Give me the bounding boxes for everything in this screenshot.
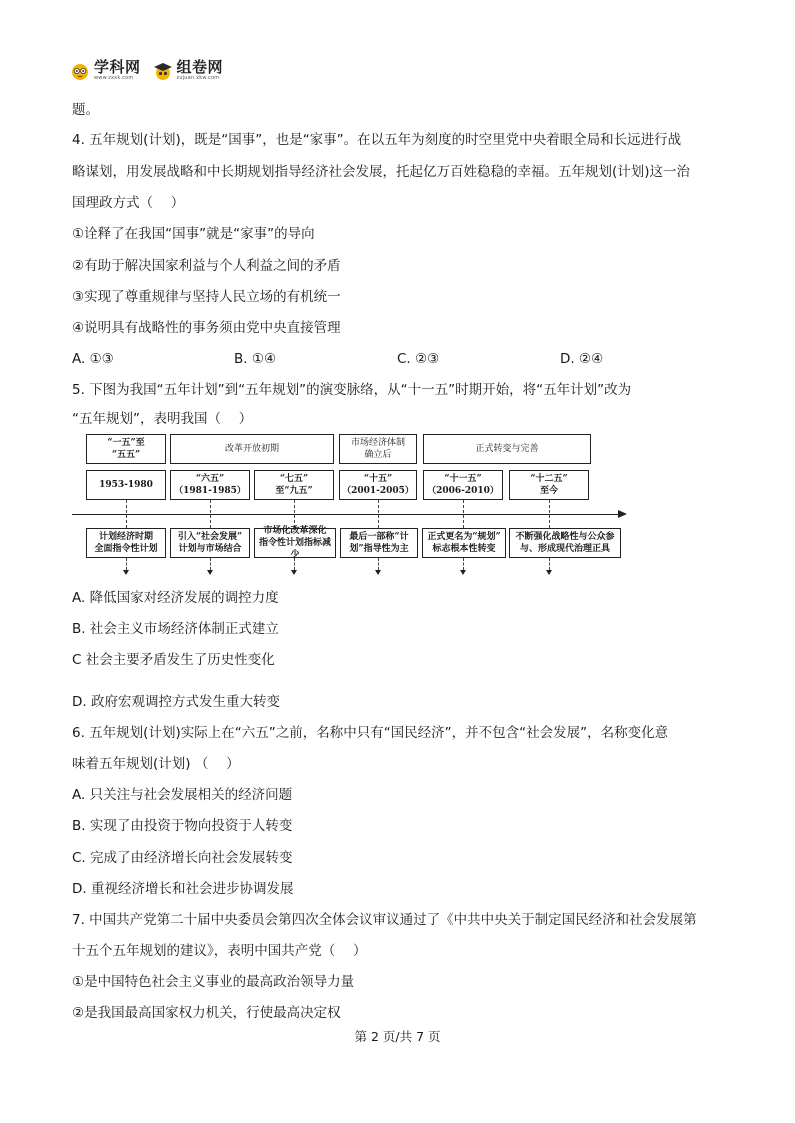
diagram-feature-2-line2: 计划与市场结合	[178, 544, 242, 554]
diagram-period-4-label: 正式转变与完善	[475, 444, 539, 454]
connector	[378, 500, 379, 528]
down-arrow-icon	[291, 570, 297, 575]
diagram-stage-3-line1: “七五”	[279, 474, 309, 484]
q5-option-d[interactable]: D. 政府宏观调控方式发生重大转变	[72, 694, 280, 710]
q7-stem-line2: 十五个五年规划的建议》，表明中国共产党（ ）	[72, 943, 367, 959]
diagram-feature-1-line2: 全面指令性计划	[94, 544, 158, 554]
q5-option-b[interactable]: B. 社会主义市场经济体制正式建立	[72, 621, 279, 637]
diagram-stage-6-line2: 至今	[539, 486, 558, 496]
timeline-axis	[72, 514, 620, 515]
diagram-stage-4-line1: “十五”	[363, 474, 393, 484]
down-arrow-icon	[207, 570, 213, 575]
diagram-period-1	[86, 434, 166, 464]
q6-stem-line2: 味着五年规划(计划) （ ）	[72, 756, 240, 772]
connector	[549, 558, 550, 570]
diagram-feature-1	[86, 528, 166, 558]
diagram-stage-2-line2: （1981-1985）	[174, 486, 246, 496]
diagram-period-4	[423, 434, 591, 464]
q5-option-c[interactable]: C 社会主要矛盾发生了历史性变化	[72, 652, 275, 668]
diagram-stage-4-line2: （2001-2005）	[342, 486, 414, 496]
diagram-stage-5-line2: （2006-2010）	[427, 486, 499, 496]
prev-question-tail: 题。	[72, 102, 99, 118]
connector	[210, 558, 211, 570]
diagram-stage-4	[339, 470, 417, 500]
down-arrow-icon	[460, 570, 466, 575]
diagram-feature-6-line2: 与、形成现代治理正具	[519, 544, 610, 554]
five-year-plan-timeline-diagram	[72, 432, 632, 580]
diagram-stage-5-line1: “十一五”	[444, 474, 482, 484]
q4-statement-1: ①诠释了在我国“国事”就是“家事”的导向	[72, 226, 315, 242]
logo2-name: 组卷网	[176, 58, 224, 76]
q5-option-a[interactable]: A. 降低国家对经济发展的调控力度	[72, 590, 279, 606]
down-arrow-icon	[546, 570, 552, 575]
diagram-feature-5	[422, 528, 506, 558]
diagram-period-3	[339, 434, 417, 464]
q4-statement-3: ③实现了尊重规律与坚持人民立场的有机统一	[72, 289, 341, 305]
diagram-stage-1-label: 1953-1980	[99, 480, 153, 490]
diagram-feature-2	[170, 528, 250, 558]
page-number-footer: 第 2 页/共 7 页	[354, 1029, 441, 1044]
diagram-stage-2-line1: “六五”	[195, 474, 225, 484]
timeline-arrow-icon	[618, 510, 627, 518]
logo1-name: 学科网	[94, 58, 141, 76]
diagram-period-2-label: 改革开放初期	[224, 444, 279, 454]
diagram-stage-6	[509, 470, 589, 500]
q4-option-c[interactable]: C. ②③	[397, 351, 440, 367]
q4-options	[72, 350, 732, 368]
diagram-stage-6-line1: “十二五”	[530, 474, 568, 484]
diagram-feature-3	[254, 528, 336, 558]
q6-option-b[interactable]: B. 实现了由投资于物向投资于人转变	[72, 818, 293, 834]
diagram-period-1-line1: “一五”至	[107, 438, 145, 448]
diagram-feature-5-line1: 正式更名为“规划”	[427, 532, 501, 542]
q6-option-d[interactable]: D. 重视经济增长和社会进步协调发展	[72, 881, 294, 897]
q7-stem-line1: 7. 中国共产党第二十届中央委员会第四次全体会议审议通过了《中共中央关于制定国民经济和社会发展第	[72, 912, 697, 928]
down-arrow-icon	[375, 570, 381, 575]
diagram-stage-2	[170, 470, 250, 500]
diagram-feature-4-line2: 划”指导性为主	[349, 544, 409, 554]
owl-logo-icon	[70, 61, 90, 81]
down-arrow-icon	[123, 570, 129, 575]
diagram-feature-2-line1: 引入“社会发展”	[177, 532, 243, 542]
q4-option-d[interactable]: D. ②④	[560, 351, 604, 367]
logo1-url: www.zxxk.com	[94, 75, 134, 81]
connector	[549, 500, 550, 528]
q4-stem-line1: 4. 五年规划(计划)，既是“国事”，也是“家事”。在以五年为刻度的时空里党中央着眼全局和长远进行战	[72, 132, 682, 148]
q4-stem-line3: 国理政方式（ ）	[72, 195, 185, 211]
diagram-stage-3-line2: 至“九五”	[275, 486, 313, 496]
connector	[463, 500, 464, 528]
q7-statement-2: ②是我国最高国家权力机关，行使最高决定权	[72, 1005, 341, 1021]
diagram-feature-1-line1: 计划经济时期	[98, 532, 153, 542]
q4-stem-line2: 略谋划，用发展战略和中长期规划指导经济社会发展，托起亿万百姓稳稳的幸福。五年规划(计划)这一治	[72, 164, 691, 180]
q6-option-a[interactable]: A. 只关注与社会发展相关的经济问题	[72, 787, 293, 803]
diagram-feature-6-line1: 不断强化战略性与公众参	[515, 532, 615, 542]
xuekewang-logo	[70, 60, 141, 81]
q4-statement-2: ②有助于解决国家利益与个人利益之间的矛盾	[72, 258, 341, 274]
connector	[378, 558, 379, 570]
diagram-period-2	[170, 434, 334, 464]
diagram-stage-1	[86, 470, 166, 500]
diagram-feature-4-line1: 最后一部称“计	[349, 532, 409, 542]
diagram-feature-3-line2: 指令性计划指标减少	[258, 538, 331, 560]
connector	[210, 500, 211, 528]
q4-statement-4: ④说明具有战略性的事务须由党中央直接管理	[72, 320, 341, 336]
zujuanwang-logo	[153, 60, 224, 81]
header-logos	[70, 60, 223, 81]
q4-option-b[interactable]: B. ①④	[234, 351, 277, 367]
connector	[126, 558, 127, 570]
diagram-period-3-line1: 市场经济体制	[350, 438, 405, 448]
connector	[294, 500, 295, 528]
q5-stem-line2: “五年规划”，表明我国（ ）	[72, 411, 253, 427]
diagram-stage-5	[423, 470, 503, 500]
diagram-period-3-line2: 确立后	[364, 450, 392, 460]
logo2-url: zujuan.xkw.com	[176, 75, 220, 81]
connector	[126, 500, 127, 528]
q6-stem-line1: 6. 五年规划(计划)实际上在“六五”之前，名称中只有“国民经济”，并不包含“社会发展”，名称变化意	[72, 725, 669, 741]
diagram-stage-3	[254, 470, 334, 500]
diagram-period-1-line2: “五五”	[111, 450, 141, 460]
q5-stem-line1: 5. 下图为我国“五年计划”到“五年规划”的演变脉络，从“十一五”时期开始，将“五年计划”改为	[72, 382, 632, 398]
q4-option-a[interactable]: A. ①③	[72, 351, 114, 367]
diagram-feature-3-line1: 市场化改革深化	[263, 526, 327, 536]
graduate-cap-logo-icon	[153, 61, 173, 81]
diagram-feature-4	[340, 528, 418, 558]
q7-statement-1: ①是中国特色社会主义事业的最高政治领导力量	[72, 974, 355, 990]
diagram-feature-5-line2: 标志根本性转变	[432, 544, 496, 554]
connector	[463, 558, 464, 570]
connector	[294, 558, 295, 570]
diagram-feature-6	[509, 528, 621, 558]
q6-option-c[interactable]: C. 完成了由经济增长向社会发展转变	[72, 850, 293, 866]
